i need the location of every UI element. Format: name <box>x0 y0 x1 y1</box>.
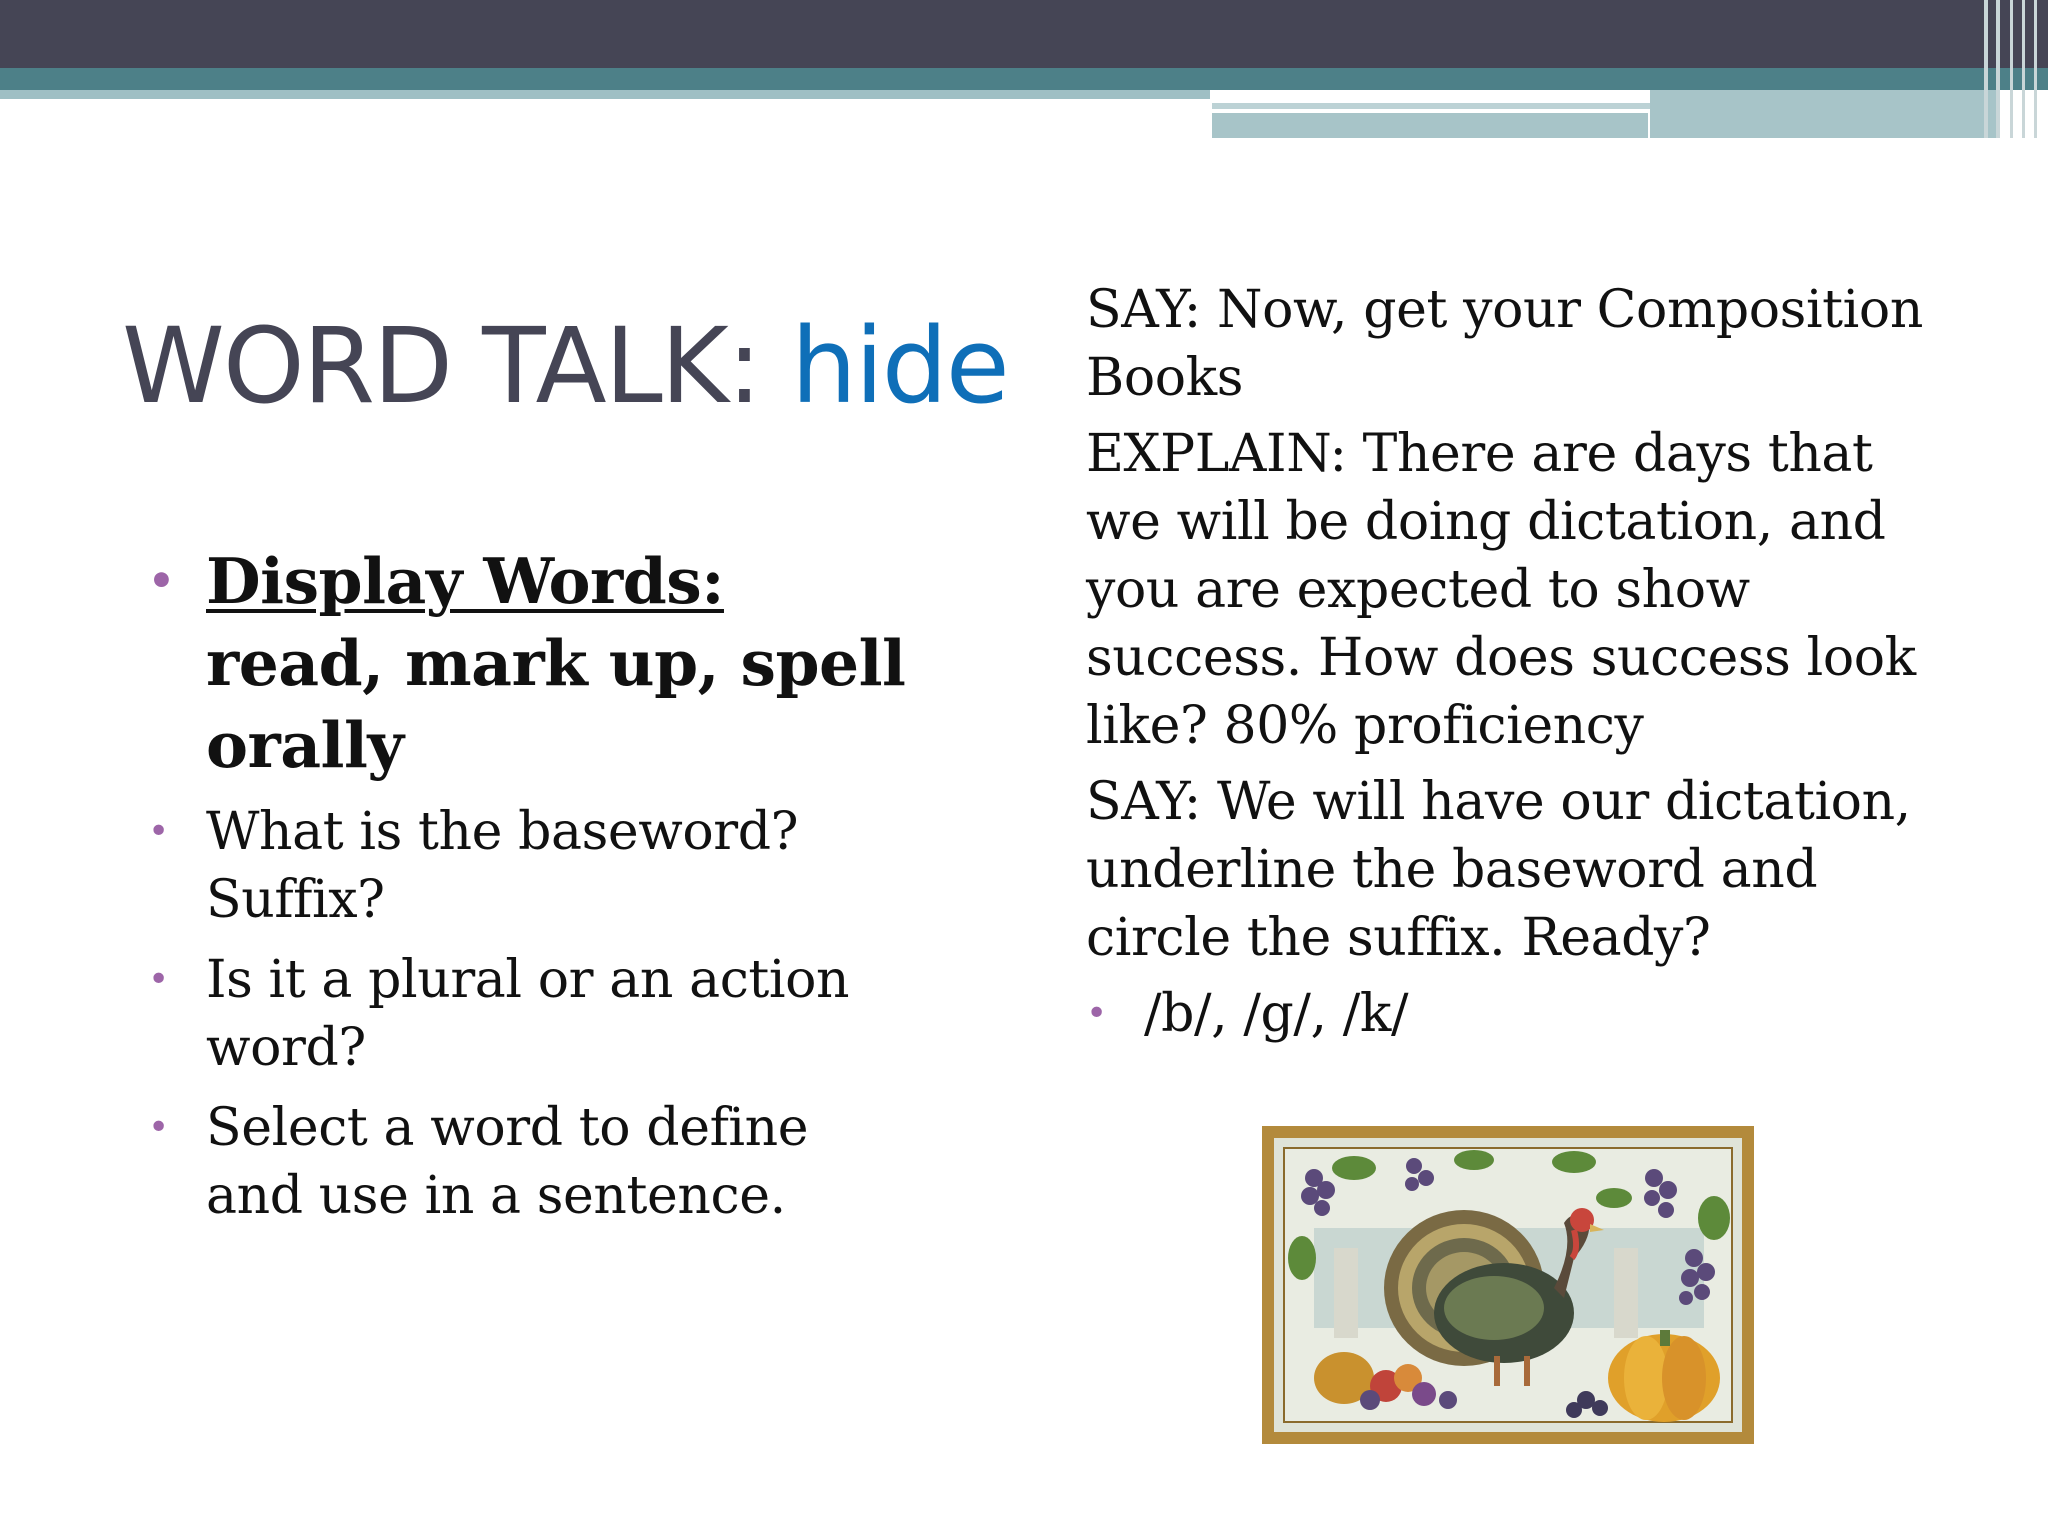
list-item <box>148 540 908 786</box>
header-light-tab <box>1212 113 1648 138</box>
bullet-text: read, mark up, spell orally <box>206 626 906 782</box>
bullet-dot-icon: • <box>1086 993 1107 1034</box>
list-item <box>1086 980 1946 1048</box>
bullet-dot-icon: • <box>148 959 169 1000</box>
teacher-script <box>1086 276 1946 1048</box>
bullet-text: Select a word to define and use in a sentence. <box>206 1098 809 1226</box>
bullet-dot-icon: • <box>148 556 175 605</box>
turkey-postcard-image <box>1262 1126 1754 1444</box>
left-bullet-list <box>148 540 908 1230</box>
explain-instruction: EXPLAIN: There are days that we will be doing dictation, and you are expected to show success. How does success look like? 80% proficiency <box>1086 424 1916 756</box>
header-stripe <box>1984 0 1988 138</box>
bullet-heading: Display Words: <box>206 544 724 618</box>
bullet-text: What is the baseword? Suffix? <box>206 802 799 930</box>
header-light-bar <box>0 90 1210 99</box>
title-word: hide <box>790 305 1008 427</box>
header-stripe <box>2034 0 2037 138</box>
header-stripe <box>2010 0 2013 138</box>
bullet-text: Is it a plural or an action word? <box>206 950 850 1078</box>
say-instruction-1: SAY: Now, get your Composition Books <box>1086 280 1923 408</box>
list-item <box>148 946 908 1082</box>
turkey-illustration <box>1274 1138 1742 1432</box>
header-teal-bar <box>0 68 2048 90</box>
list-item <box>148 798 908 934</box>
list-item <box>148 1094 908 1230</box>
header-stripe <box>2022 0 2025 138</box>
header-stripe <box>1996 0 2000 138</box>
bullet-dot-icon: • <box>148 1107 169 1148</box>
slide-title <box>122 305 1008 427</box>
title-prefix: WORD TALK: <box>122 305 760 427</box>
say-instruction-2: SAY: We will have our dictation, underline the baseword and circle the suffix. Ready? <box>1086 772 1911 968</box>
bullet-dot-icon: • <box>148 811 169 852</box>
sounds-bullet: /b/, /g/, /k/ <box>1144 984 1409 1044</box>
header-dark-bar <box>0 0 2048 68</box>
header-right-block <box>1650 90 1998 138</box>
